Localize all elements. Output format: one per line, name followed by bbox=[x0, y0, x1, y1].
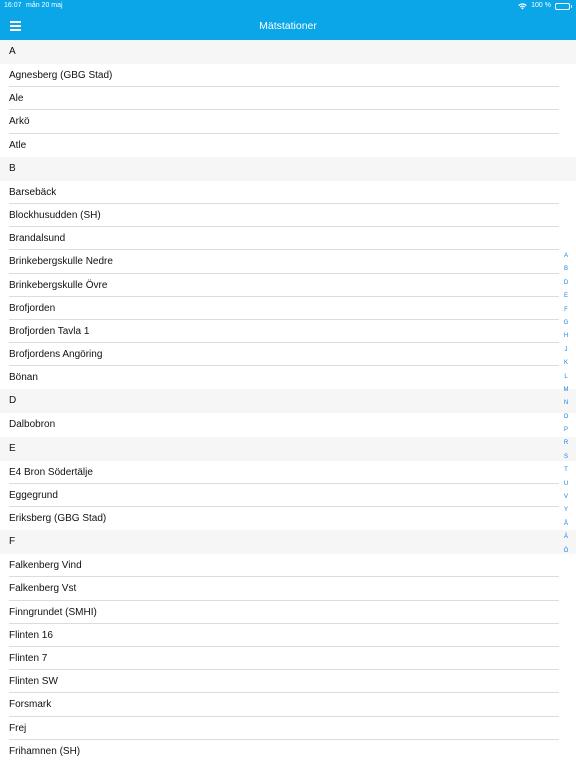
station-list-item[interactable]: Bönan bbox=[9, 372, 38, 384]
index-letter[interactable]: Å bbox=[563, 520, 568, 527]
index-letter[interactable]: U bbox=[563, 480, 569, 487]
index-letter[interactable]: A bbox=[563, 253, 568, 259]
station-list-item[interactable]: Brinkebergskulle Nedre bbox=[0, 250, 576, 273]
station-list-item[interactable]: Frej bbox=[0, 717, 576, 740]
status-bar bbox=[0, 0, 576, 12]
index-letter[interactable]: P bbox=[563, 427, 568, 434]
station-list-item[interactable]: E4 Bron Södertälje bbox=[0, 461, 576, 484]
status-time: 16:07 bbox=[4, 2, 22, 9]
index-letter[interactable]: H bbox=[563, 333, 569, 340]
index-letter[interactable]: M bbox=[563, 386, 569, 393]
index-letter[interactable]: V bbox=[563, 494, 568, 501]
station-list-item[interactable]: Agnesberg (GBG Stad) bbox=[0, 64, 576, 87]
index-letter[interactable]: Y bbox=[563, 507, 568, 514]
index-letter[interactable]: T bbox=[564, 467, 568, 474]
station-list-item[interactable]: Dalbobron bbox=[9, 419, 56, 431]
station-list-item[interactable]: Barsebäck bbox=[0, 181, 576, 204]
page-title: Mätstationer bbox=[259, 20, 317, 32]
index-letter[interactable]: D bbox=[563, 279, 569, 286]
station-list-item[interactable]: Falkenberg Vind bbox=[0, 554, 576, 577]
index-letter[interactable]: J bbox=[564, 346, 568, 353]
section-header-d: D bbox=[0, 389, 576, 413]
index-letter[interactable]: R bbox=[563, 440, 569, 447]
station-list-item[interactable]: Ale bbox=[0, 87, 576, 110]
status-date: mån 20 maj bbox=[26, 2, 63, 9]
navigation-bar bbox=[0, 12, 576, 40]
station-list-item[interactable]: Brofjorden bbox=[0, 297, 576, 320]
index-letter[interactable]: Ä bbox=[563, 534, 568, 541]
index-letter[interactable]: N bbox=[563, 400, 569, 407]
station-list-item[interactable]: Brinkebergskulle Övre bbox=[0, 274, 576, 297]
wifi-icon bbox=[518, 3, 527, 10]
index-letter[interactable]: G bbox=[563, 319, 569, 326]
station-list-item[interactable]: Brofjorden Tavla 1 bbox=[0, 320, 576, 343]
battery-percent: 100 % bbox=[531, 2, 551, 9]
index-letter[interactable]: E bbox=[563, 293, 568, 300]
index-letter[interactable]: K bbox=[563, 360, 568, 367]
station-list-item[interactable]: Flinten 7 bbox=[0, 647, 576, 670]
index-letter[interactable]: O bbox=[563, 413, 569, 420]
index-letter[interactable]: S bbox=[563, 453, 568, 460]
section-index[interactable] bbox=[560, 250, 572, 558]
index-letter[interactable]: B bbox=[563, 266, 568, 273]
station-list-item[interactable]: Forsmark bbox=[0, 693, 576, 716]
station-list-item[interactable]: Frihamnen (SH) bbox=[9, 745, 81, 757]
station-list-item[interactable]: Falkenberg Vst bbox=[0, 577, 576, 600]
index-letter[interactable]: Ö bbox=[563, 547, 569, 554]
station-list-item[interactable]: Finngrundet (SMHI) bbox=[0, 601, 576, 624]
station-list-item[interactable]: Eggegrund bbox=[0, 484, 576, 507]
station-list-item[interactable]: Atle bbox=[9, 139, 27, 151]
status-right bbox=[518, 0, 570, 12]
battery-icon bbox=[555, 3, 570, 10]
station-list-item[interactable]: Flinten 16 bbox=[0, 624, 576, 647]
index-letter[interactable]: L bbox=[564, 373, 568, 380]
station-list-item[interactable]: Brandalsund bbox=[0, 227, 576, 250]
section-header-a: A bbox=[0, 40, 576, 64]
station-list-item[interactable]: Flinten SW bbox=[0, 670, 576, 693]
station-list-item[interactable]: Brofjordens Angöring bbox=[0, 343, 576, 366]
index-letter[interactable]: F bbox=[564, 306, 568, 313]
station-list-item[interactable]: Blockhusudden (SH) bbox=[0, 204, 576, 227]
station-list-item[interactable]: Arkö bbox=[0, 110, 576, 133]
section-header-e: E bbox=[0, 437, 576, 461]
section-header-f: F bbox=[0, 530, 576, 554]
station-list[interactable] bbox=[0, 40, 576, 768]
station-list-item[interactable]: Eriksberg (GBG Stad) bbox=[9, 513, 107, 524]
section-header-b: B bbox=[0, 157, 576, 181]
